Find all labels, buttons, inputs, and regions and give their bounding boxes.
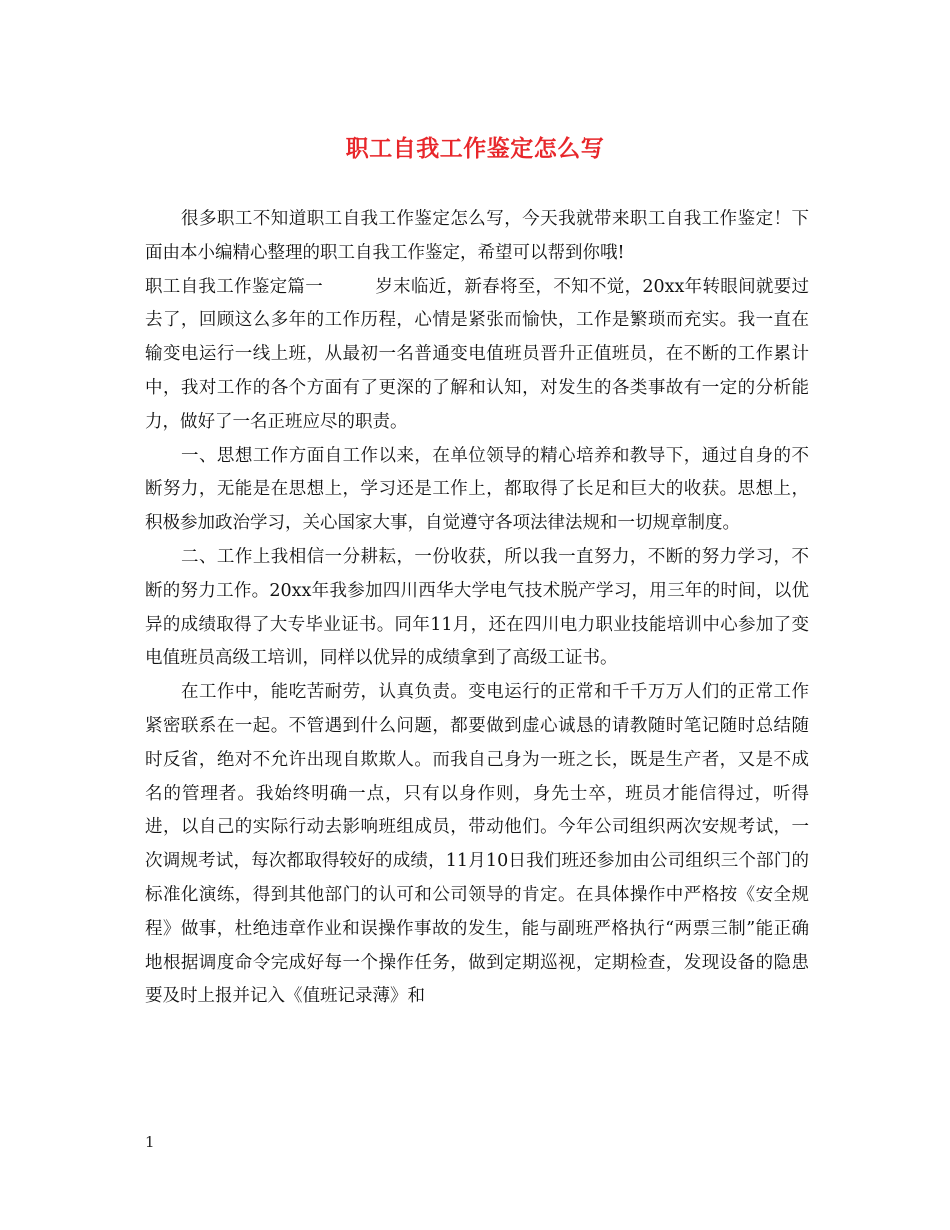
section-heading: 职工自我工作鉴定篇一 bbox=[145, 276, 324, 297]
page-number: 1 bbox=[145, 1133, 155, 1151]
paragraph-work: 二、工作上我相信一分耕耘，一份收获，所以我一直努力，不断的努力学习，不断的努力工作。20xx年我参加四川西华大学电气技术脱产学习，用三年的时间，以优异的成绩取得了大专毕业证书。同年11月，还在四川电力职业技能培训中心参加了变电值班员高级工培训，同样以优异的成绩拿到了高级工证书。 bbox=[145, 546, 809, 669]
paragraph-thought: 一、思想工作方面自工作以来，在单位领导的精心培养和教导下，通过自身的不断努力，无能是在思想上，学习还是工作上，都取得了长足和巨大的收获。思想上，积极参加政治学习，关心国家大事，自觉遵守各项法律法规和一切规章制度。 bbox=[145, 445, 809, 534]
document-body bbox=[145, 203, 809, 1014]
document-title: 职工自我工作鉴定怎么写 bbox=[345, 135, 605, 162]
section-paragraph bbox=[145, 271, 809, 440]
paragraph-duty: 在工作中，能吃苦耐劳，认真负责。变电运行的正常和千千万万人们的正常工作紧密联系在一起。不管遇到什么问题，都要做到虚心诚恳的请教随时笔记随时总结随时反省，绝对不允许出现自欺欺人。而我自己身为一班之长，既是生产者，又是不成名的管理者。我始终明确一点，只有以身作则，身先士卒，班员才能信得过，听得进，以自己的实际行动去影响班组成员，带动他们。今年公司组织两次安规考试，一次调规考试，每次都取得较好的成绩，11月10日我们班还参加由公司组织三个部门的标准化演练，得到其他部门的认可和公司领导的肯定。在具体操作中严格按《安全规程》做事，杜绝违章作业和误操作事故的发生，能与副班严格执行“两票三制”能正确地根据调度命令完成好每一个操作任务，做到定期巡视，定期检查，发现设备的隐患要及时上报并记入《值班记录薄》和 bbox=[145, 682, 809, 1007]
section-opening-text: 岁末临近，新春将至，不知不觉，20xx年转眼间就要过去了，回顾这么多年的工作历程，心情是紧张而愉快，工作是繁琐而充实。我一直在输变电运行一线上班，从最初一名普通变电值班员晋升正值班员，在不断的工作累计中，我对工作的各个方面有了更深的了解和认知，对发生的各类事故有一定的分析能力，做好了一名正班应尽的职责。 bbox=[145, 276, 809, 432]
intro-paragraph: 很多职工不知道职工自我工作鉴定怎么写，今天我就带来职工自我工作鉴定！下面由本小编精心整理的职工自我工作鉴定，希望可以帮到你哦! bbox=[145, 209, 809, 263]
